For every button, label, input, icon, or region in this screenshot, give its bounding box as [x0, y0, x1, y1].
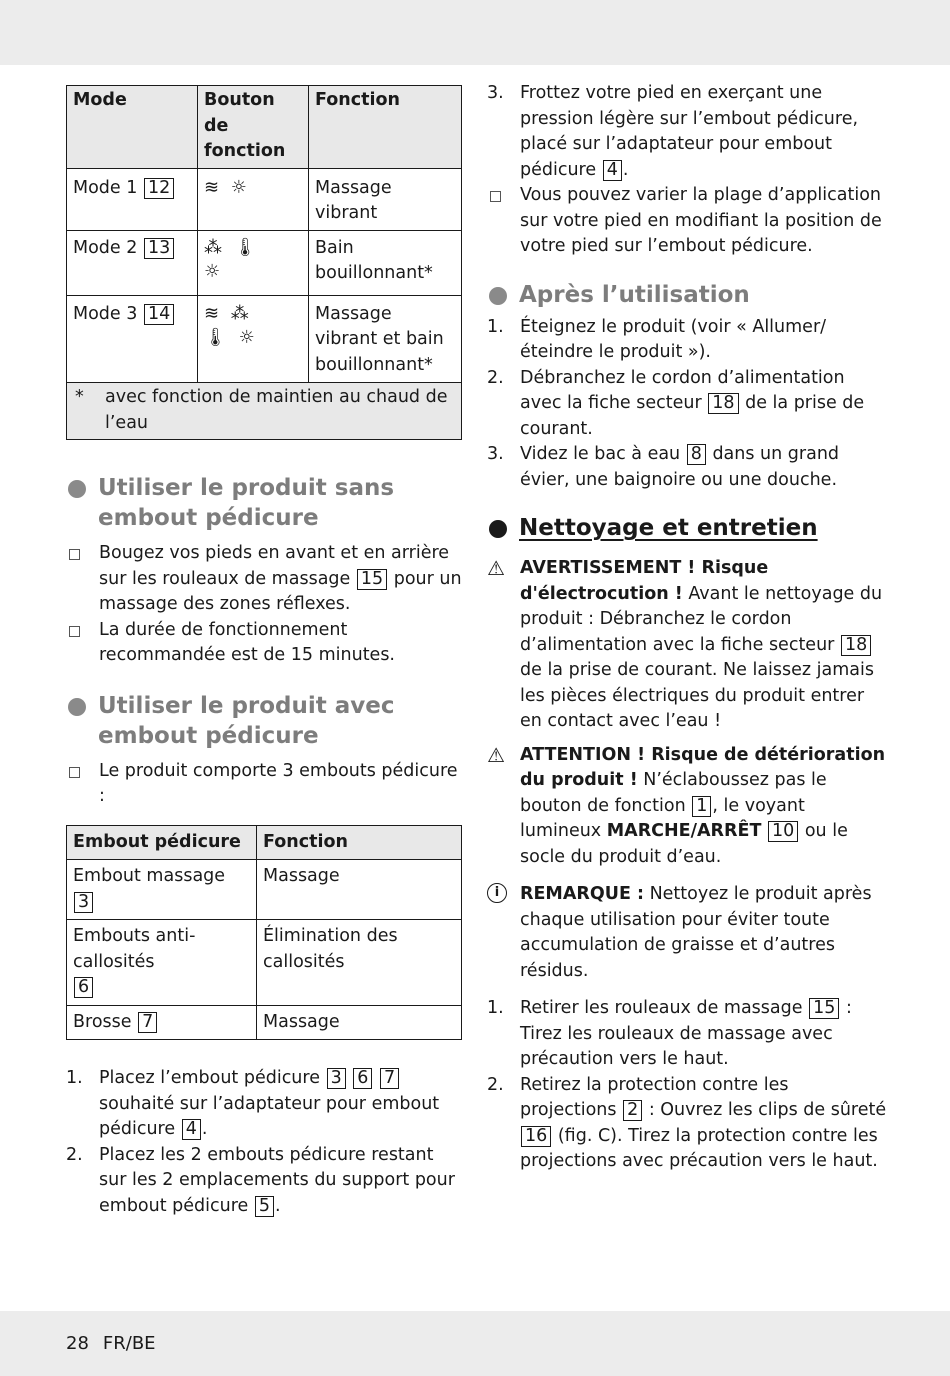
info-icon: i	[487, 883, 507, 903]
function-cell: Massage	[257, 860, 462, 920]
language-code: FR/BE	[102, 1333, 156, 1354]
ref-number: 3	[74, 892, 93, 913]
ref-number: 14	[144, 304, 174, 325]
vibration-bubble-icon: ≋ ⁂	[204, 302, 252, 324]
table-row	[67, 168, 462, 230]
list-item: 1. Retirer les rouleaux de massage 15 : Tirez les rouleaux de massage avec précaution vers le haut.	[487, 998, 852, 1069]
section-title-cleaning: Nettoyage et entretien	[487, 513, 887, 543]
bubble-heat-icon: ⁂ 🌡	[204, 236, 260, 258]
table-header-row	[67, 825, 462, 860]
bullet-dot-icon	[489, 287, 507, 305]
table-row	[67, 295, 462, 383]
attachments-table	[66, 825, 462, 1041]
list-item: 2. Placez les 2 embouts pédicure restant sur les 2 emplacements du support pour embout pédicure 5 .	[66, 1144, 455, 1216]
icons-cell	[198, 295, 309, 383]
header-band	[0, 0, 950, 65]
attachment-cell: Brosse 7	[67, 1005, 257, 1040]
list-item: 1. Éteignez le produit (voir « Allumer/éteindre le produit »).	[487, 316, 827, 362]
table-note: * avec fonction de maintien au chaud de l’eau	[67, 383, 462, 440]
list-item: 2. Débranchez le cordon d’alimentation avec la fiche secteur 18 de la prise de courant.	[487, 367, 865, 439]
page-footer	[66, 1331, 170, 1357]
list-item: La durée de fonctionnement recommandée est de 15 minutes.	[66, 618, 462, 669]
attachment-cell: Embout massage 3	[67, 860, 257, 920]
right-column	[487, 81, 887, 1175]
ref-number: 15	[357, 569, 387, 590]
warning-triangle-icon: ⚠	[487, 742, 505, 767]
ref-number: 12	[144, 178, 174, 199]
bullet-list	[487, 183, 887, 260]
checkbox-square-icon	[69, 767, 80, 778]
table-row	[67, 1005, 462, 1040]
table-row	[67, 230, 462, 295]
table-header-row	[67, 86, 462, 169]
list-item: Le produit comporte 3 embouts pédicure :	[66, 759, 462, 810]
list-item: Bougez vos pieds en avant et en arrière sur les rouleaux de massage 15 pour un massage des zones réflexes.	[66, 541, 462, 618]
function-cell: Massage vibrant	[309, 168, 462, 230]
warning-electrocution: ⚠ AVERTISSEMENT ! Risque d'électrocution ! Avant le nettoyage du produit : Débranchez le cordon d’alimentation avec la fiche secteur 18 de la prise de courant. Ne laissez jamais les pièces électriques du produit entrer en contact avec l’eau !	[487, 556, 883, 731]
ref-number: 6	[74, 977, 93, 998]
header-attachment: Embout pédicure	[67, 825, 257, 860]
left-column	[66, 85, 462, 1219]
checkbox-square-icon	[490, 191, 501, 202]
steps-list	[487, 996, 887, 1175]
bullet-dot-icon	[68, 698, 86, 716]
icons-cell	[198, 230, 309, 295]
mode-cell: Mode 1 12	[67, 168, 198, 230]
section-title-with-attachment: Utiliser le produit avec embout pédicure	[66, 691, 462, 751]
list-item: Vous pouvez varier la plage d’application sur votre pied en modifiant la position de votre pied sur l’embout pédicure.	[487, 183, 887, 260]
steps-list	[66, 1066, 462, 1219]
modes-table	[66, 85, 462, 440]
page-number: 28	[66, 1333, 89, 1354]
checkbox-square-icon	[69, 626, 80, 637]
header-function: Fonction	[309, 86, 462, 169]
icons-cell	[198, 168, 309, 230]
caution-damage: ⚠ ATTENTION ! Risque de détérioration du produit ! N’éclaboussez pas le bouton de fonction 1 , le voyant lumineux MARCHE/ARRÊT 10 ou le socle du produit d’eau.	[487, 742, 886, 867]
header-mode: Mode	[67, 86, 198, 169]
ref-number: 13	[144, 238, 174, 259]
bullet-dot-icon	[68, 480, 86, 498]
function-cell: Bain bouillonnant*	[309, 230, 462, 295]
checkbox-square-icon	[69, 549, 80, 560]
attachment-cell: Embouts anti-callosités 6	[67, 920, 257, 1006]
steps-list	[487, 81, 887, 183]
list-item: 1. Placez l’embout pédicure 3 6 7 souhaité sur l’adaptateur pour embout pédicure 4 .	[66, 1068, 440, 1139]
list-item: 3. Videz le bac à eau 8 dans un grand évier, une baignoire ou une douche.	[487, 444, 840, 490]
list-item: 2. Retirez la protection contre les projections 2 : Ouvrez les clips de sûreté 16 (fig. C). Tirez la protection contre les projections avec précaution vers le haut.	[487, 1074, 887, 1171]
header-function: Fonction	[257, 825, 462, 860]
mode-cell: Mode 2 13	[67, 230, 198, 295]
light-icon: ☼	[204, 260, 224, 282]
list-item: 3. Frottez votre pied en exerçant une pression légère sur l’embout pédicure, placé sur l’adaptateur pour embout pédicure 4 .	[487, 83, 859, 180]
ref-number: 7	[138, 1012, 157, 1033]
heat-light-icon: 🌡 ☼	[204, 326, 258, 348]
vibration-light-icon: ≋ ☼	[204, 176, 250, 198]
bullet-list	[66, 541, 462, 669]
bullet-dot-icon	[489, 520, 507, 538]
table-note-row	[67, 383, 462, 440]
section-title-without-attachment: Utiliser le produit sans embout pédicure	[66, 473, 462, 533]
table-row	[67, 860, 462, 920]
steps-list	[487, 315, 887, 494]
bullet-list	[66, 759, 462, 810]
table-row	[67, 920, 462, 1006]
warning-triangle-icon: ⚠	[487, 556, 505, 580]
section-title-after-use: Après l’utilisation	[487, 280, 887, 310]
header-button: Bouton de fonction	[198, 86, 309, 169]
function-cell: Élimination des callosités	[257, 920, 462, 1006]
function-cell: Massage vibrant et bain bouillonnant*	[309, 295, 462, 383]
function-cell: Massage	[257, 1005, 462, 1040]
note-block: i REMARQUE : Nettoyez le produit après chaque utilisation pour éviter toute accumulation de graisse et d’autres résidus.	[487, 882, 887, 984]
mode-cell: Mode 3 14	[67, 295, 198, 383]
